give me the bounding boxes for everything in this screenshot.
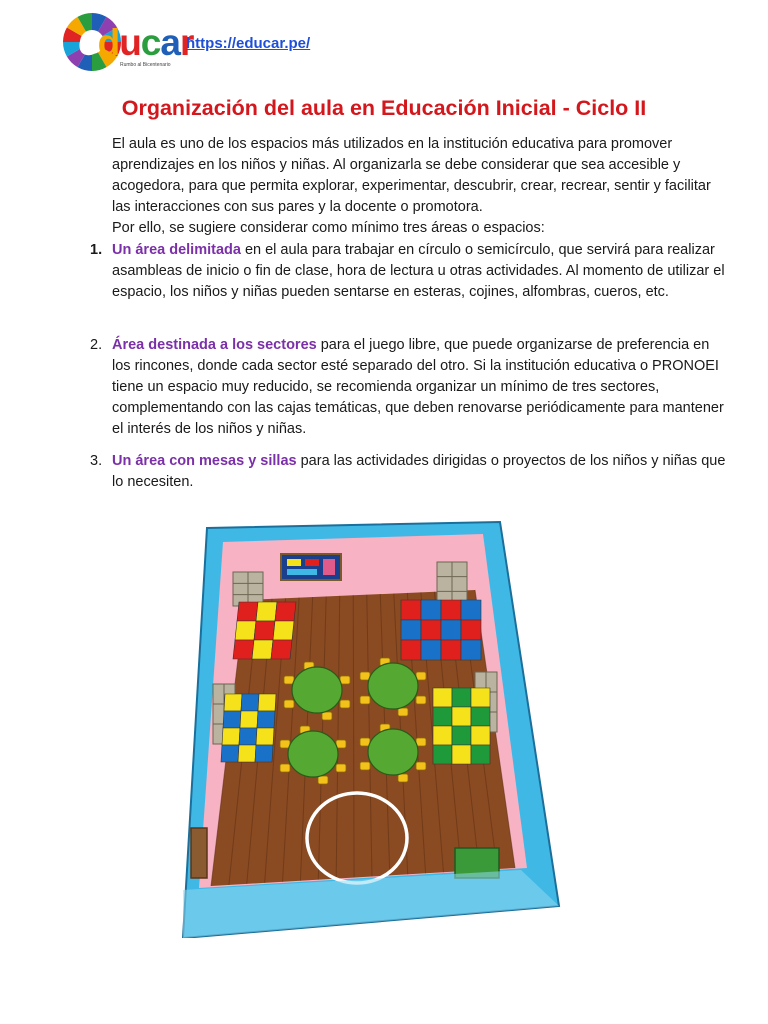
chair <box>284 700 294 708</box>
page-title: Organización del aula en Educación Inicial - Ciclo II <box>121 96 647 120</box>
chair <box>318 776 328 784</box>
wall-board-card <box>323 559 335 575</box>
mat-tile <box>258 694 276 711</box>
mat-tile <box>452 726 471 745</box>
mat-tile <box>240 711 258 728</box>
logo-letter: c <box>140 22 161 63</box>
mat-tile <box>441 600 461 620</box>
mat-tile <box>452 707 471 726</box>
mat-tile <box>241 694 259 711</box>
chair <box>322 712 332 720</box>
item-body: en el aula para trabajar en círculo o semicírculo, que servirá para realizar asambleas de inicio o fin de clase, hora de lectura u otras actividades. Al momento de utilizar el espacio, los niños y niñas pueden sentarse en esteras, cojines, alfombras, cueros, etc. <box>112 242 725 300</box>
table <box>292 667 342 713</box>
chair <box>280 740 290 748</box>
wall-board-card <box>287 559 301 566</box>
mat-tile <box>401 620 421 640</box>
chair <box>398 708 408 716</box>
item-number: 2. <box>90 337 103 353</box>
item-number: 1. <box>90 242 103 258</box>
mat-tile <box>433 707 452 726</box>
item-number: 3. <box>90 453 103 469</box>
chair <box>360 762 370 770</box>
logo-letter: e <box>78 22 98 63</box>
chair <box>416 738 426 746</box>
site-link[interactable]: https://educar.pe/ <box>186 35 311 52</box>
logo-letter: d <box>97 22 120 63</box>
chair <box>340 676 350 684</box>
mat-tile <box>222 728 240 745</box>
mat-tile <box>401 640 421 660</box>
item-body: para las actividades dirigidas o proyectos de los niños y niñas que lo necesiten. <box>112 453 726 490</box>
mat-tile <box>433 726 452 745</box>
list-item <box>90 240 730 303</box>
shelf-left-back <box>233 572 263 606</box>
logo-wordmark[interactable] <box>78 23 193 63</box>
table <box>288 731 338 777</box>
chair <box>360 672 370 680</box>
mat-tile <box>433 688 452 707</box>
mat-tile <box>471 726 490 745</box>
chair <box>360 738 370 746</box>
mat-tile <box>273 621 294 640</box>
intro-paragraph: El aula es uno de los espacios más utilizados en la institución educativa para promover aprendizajes en los niños y niñas. Al organizarla se debe considerar que sea accesible y acogedora, para que permita explorar, experimentar, descubrir, crear, recrear, sentir y facilitar las interacciones con sus pares y la docente o promotora. <box>112 136 711 215</box>
mat-tile <box>421 600 441 620</box>
mat-tile <box>235 621 256 640</box>
chair <box>416 762 426 770</box>
mat-tile <box>223 711 241 728</box>
logo-letter: u <box>119 22 141 63</box>
mat-tile <box>275 602 296 621</box>
mat-tile <box>452 688 471 707</box>
chair <box>336 764 346 772</box>
shelf-right-back <box>437 562 467 606</box>
item-highlight: Un área delimitada <box>112 242 241 258</box>
item-body: para el juego libre, que puede organizarse de preferencia en los rincones, donde cada sector esté separado del otro. Si la institución educativa o PRONOEI tiene un espacio muy reducido, se recomienda organizar un mínimo de tres sectores, complementando con las cajas temáticas, que deben renovarse periódicamente para mantener el interés de los niños y niñas. <box>112 337 724 437</box>
mat-tile <box>421 640 441 660</box>
mat-tile <box>471 707 490 726</box>
item-text <box>112 451 730 493</box>
item-highlight: Área destinada a los sectores <box>112 337 317 353</box>
intro <box>112 134 722 239</box>
mat-top-left <box>233 602 296 659</box>
mat-tile <box>224 694 242 711</box>
wall-board-card <box>287 569 317 575</box>
mat-tile <box>271 640 292 659</box>
chair <box>280 764 290 772</box>
mat-tile <box>221 745 239 762</box>
item-text <box>112 240 730 303</box>
mat-tile <box>255 745 273 762</box>
logo-tagline: Rumbo al Bicentenario <box>120 62 171 68</box>
chair <box>416 696 426 704</box>
mat-tile <box>461 640 481 660</box>
item-text <box>112 335 730 440</box>
mat-top-right <box>401 600 481 660</box>
mat-tile <box>461 600 481 620</box>
mat-tile <box>421 620 441 640</box>
mat-tile <box>441 620 461 640</box>
mat-tile <box>237 602 258 621</box>
mat-tile <box>254 621 275 640</box>
list-item <box>90 335 730 440</box>
mat-tile <box>239 728 257 745</box>
mat-tile <box>401 600 421 620</box>
chair <box>416 672 426 680</box>
chair <box>284 676 294 684</box>
mat-tile <box>256 728 274 745</box>
table <box>368 729 418 775</box>
mat-tile <box>441 640 461 660</box>
chair <box>340 700 350 708</box>
chair <box>360 696 370 704</box>
list-item <box>90 451 730 493</box>
header <box>60 10 460 80</box>
mat-tile <box>452 745 471 764</box>
classroom-illustration <box>175 518 565 938</box>
logo-letter: r <box>179 22 194 63</box>
intro-lead: Por ello, se sugiere considerar como mínimo tres áreas o espacios: <box>112 220 545 236</box>
item-highlight: Un área con mesas y sillas <box>112 453 297 469</box>
mat-tile <box>471 688 490 707</box>
mat-mid-left <box>221 694 276 762</box>
mat-tile <box>461 620 481 640</box>
mat-tile <box>238 745 256 762</box>
wall-board-card <box>305 559 319 566</box>
mat-tile <box>256 602 277 621</box>
mat-tile <box>433 745 452 764</box>
mat-tile <box>233 640 254 659</box>
mat-tile <box>257 711 275 728</box>
chair <box>336 740 346 748</box>
mat-tile <box>471 745 490 764</box>
door <box>191 828 207 878</box>
mat-mid-right <box>433 688 490 764</box>
mat-tile <box>252 640 273 659</box>
logo-letter: a <box>160 22 180 63</box>
table <box>368 663 418 709</box>
chair <box>398 774 408 782</box>
